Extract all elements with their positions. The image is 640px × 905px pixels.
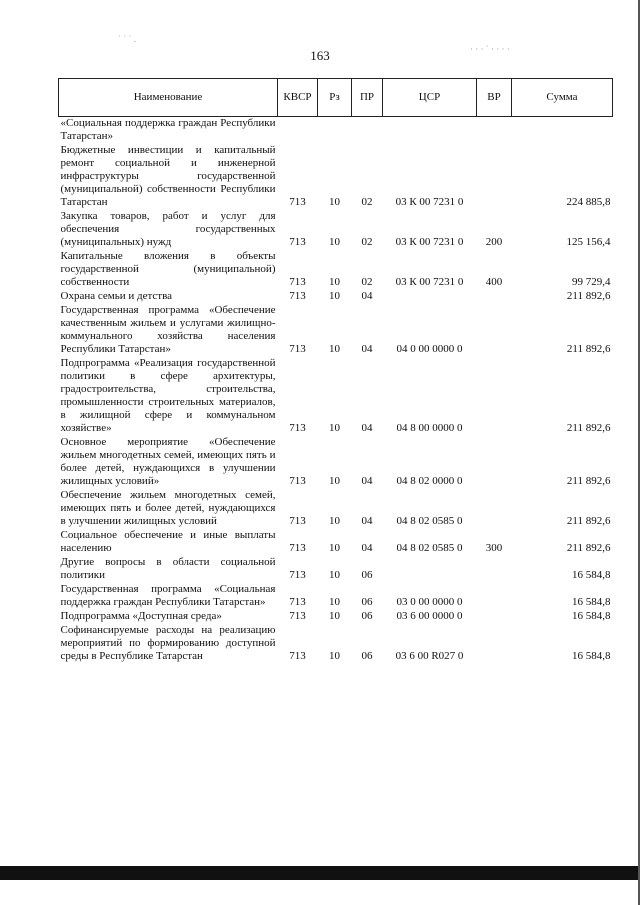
table-row [59,529,613,556]
row-rz: 10 [329,610,340,622]
row-csr: 03 0 00 0000 0 [396,596,463,608]
row-rz: 10 [329,475,340,487]
row-csr: 04 8 00 0000 0 [396,422,463,434]
row-vr [477,489,512,529]
row-vr [477,304,512,357]
row-name: Обеспечение жильем многодетных семей, имеющих пять и более детей, нуждающихся в улучшении жилищных условий [60,489,276,527]
header-vr: ВР [477,79,512,117]
row-name: Подпрограмма «Доступная среда» [60,610,222,622]
row-kvsr: 713 [289,236,306,248]
row-vr: 300 [485,542,503,554]
row-vr [477,556,512,583]
row-name: Подпрограмма «Реализация государственной политики в сфере архитектуры, градостроительства, строительства, промышленности строительных материалов, в жилищной сфере и коммунальном хозяйстве» [60,357,276,434]
row-pr: 06 [361,569,373,581]
table-row [59,624,613,664]
row-sum: 99 729,4 [572,276,611,288]
header-csr: ЦСР [383,79,477,117]
row-rz [318,117,352,145]
row-rz: 10 [329,515,340,527]
row-pr: 04 [361,290,373,302]
row-csr: 03 6 00 R027 0 [395,650,464,662]
row-vr: 200 [485,236,503,248]
row-kvsr: 713 [289,276,306,288]
row-name: Государственная программа «Социальная поддержка граждан Республики Татарстан» [60,583,276,608]
table-row [59,610,613,624]
header-kvsr: КВСР [278,79,318,117]
row-pr: 04 [361,422,373,434]
table-row [59,210,613,250]
row-sum: 211 892,6 [566,343,611,355]
header-name: Наименование [59,79,278,117]
row-pr: 06 [361,650,373,662]
row-name: Закупка товаров, работ и услуг для обеспечения государственных (муниципальных) нужд [60,210,276,248]
row-sum: 16 584,8 [572,596,611,608]
row-pr: 02 [361,236,373,248]
row-sum [512,117,613,145]
row-pr: 04 [361,475,373,487]
row-sum: 16 584,8 [572,610,611,622]
header-sum: Сумма [512,79,613,117]
row-csr: 03 К 00 7231 0 [395,276,464,288]
row-pr: 04 [361,515,373,527]
row-vr [477,624,512,664]
row-csr: 03 К 00 7231 0 [395,236,464,248]
row-vr [477,144,512,210]
row-csr: 04 8 02 0000 0 [396,475,463,487]
row-kvsr: 713 [289,196,306,208]
header-pr: ПР [352,79,383,117]
row-csr: 03 К 00 7231 0 [395,196,464,208]
row-kvsr: 713 [289,610,306,622]
table-row [59,583,613,610]
row-rz: 10 [329,276,340,288]
row-rz: 10 [329,236,340,248]
row-rz: 10 [329,196,340,208]
row-rz: 10 [329,343,340,355]
table-row [59,250,613,290]
row-name: Охрана семьи и детства [60,290,173,302]
row-name: Капитальные вложения в объекты государственной (муниципальной) собственности [60,250,276,288]
row-kvsr: 713 [289,650,306,662]
row-csr [383,556,477,583]
table-row [59,357,613,436]
row-csr: 04 0 00 0000 0 [396,343,463,355]
row-name: Основное мероприятие «Обеспечение жильем многодетных семей, имеющих пять и более детей, нуждающихся в улучшении жилищных условий» [60,436,276,487]
table-row [59,556,613,583]
row-pr: 04 [361,343,373,355]
table-row [59,290,613,304]
row-kvsr: 713 [289,475,306,487]
table-row [59,304,613,357]
row-rz: 10 [329,569,340,581]
row-pr: 02 [361,276,373,288]
row-pr [352,117,383,145]
table-row [59,144,613,210]
row-sum: 211 892,6 [566,475,611,487]
scan-bottom-border [0,866,640,880]
row-kvsr [278,117,318,145]
row-rz: 10 [329,290,340,302]
table-row [59,117,613,145]
row-name: Государственная программа «Обеспечение качественным жильем и услугами жилищно-коммунального хозяйства населения Республики Татарстан» [60,304,276,355]
row-sum: 16 584,8 [572,569,611,581]
row-kvsr: 713 [289,569,306,581]
row-kvsr: 713 [289,343,306,355]
row-vr [477,290,512,304]
scan-artifact-left: ˙ ˙ ˙ . [118,34,136,44]
row-vr [477,357,512,436]
row-kvsr: 713 [289,542,306,554]
row-pr: 06 [361,596,373,608]
row-csr [383,117,477,145]
table-row [59,436,613,489]
page-number: 163 [310,48,330,63]
row-pr: 04 [361,542,373,554]
row-name: Социальное обеспечение и иные выплаты населению [60,529,276,554]
scan-artifact-right: · · · ˙ · · · · [470,44,510,54]
row-sum: 211 892,6 [566,422,611,434]
row-sum: 16 584,8 [572,650,611,662]
row-csr: 03 6 00 0000 0 [396,610,463,622]
row-name: «Социальная поддержка граждан Республики Татарстан» [60,117,276,142]
row-kvsr: 713 [289,596,306,608]
row-sum: 224 885,8 [566,196,611,208]
row-vr [477,117,512,145]
row-vr [477,583,512,610]
row-vr [477,436,512,489]
row-csr: 04 8 02 0585 0 [396,542,463,554]
header-rz: Рз [318,79,352,117]
row-sum: 125 156,4 [566,236,611,248]
row-vr: 400 [485,276,503,288]
row-kvsr: 713 [289,422,306,434]
row-kvsr: 713 [289,290,306,302]
row-csr: 04 8 02 0585 0 [396,515,463,527]
row-rz: 10 [329,650,340,662]
row-rz: 10 [329,422,340,434]
row-sum: 211 892,6 [566,515,611,527]
row-name: Другие вопросы в области социальной политики [60,556,276,581]
budget-table [58,78,613,664]
row-name: Софинансируемые расходы на реализацию мероприятий по формированию доступной среды в Республике Татарстан [60,624,276,662]
row-rz: 10 [329,596,340,608]
table-header-row [59,79,613,117]
row-name: Бюджетные инвестиции и капитальный ремонт социальной и инженерной инфраструктуры государственной (муниципальной) собственности Республики Татарстан [60,144,276,208]
row-pr: 06 [361,610,373,622]
row-rz: 10 [329,542,340,554]
table-row [59,489,613,529]
row-vr [477,610,512,624]
row-csr [383,290,477,304]
row-kvsr: 713 [289,515,306,527]
row-sum: 211 892,6 [566,542,611,554]
row-sum: 211 892,6 [566,290,611,302]
row-pr: 02 [361,196,373,208]
